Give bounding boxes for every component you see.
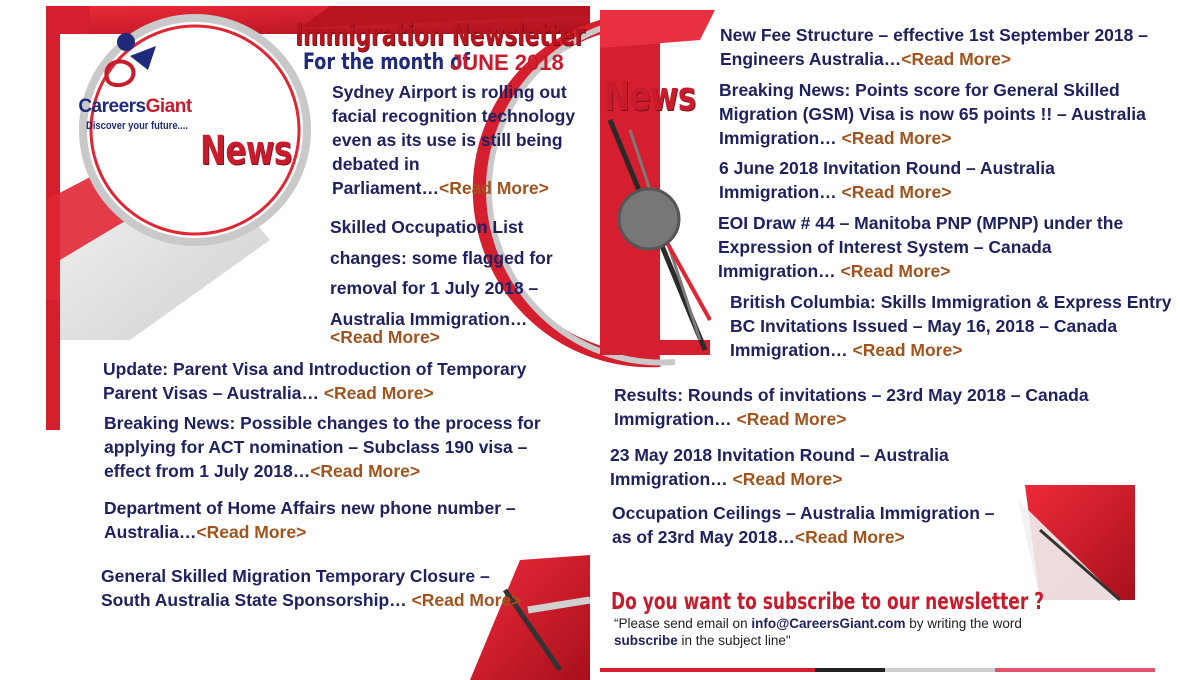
read-more-link[interactable]: <Read More> — [852, 340, 963, 360]
logo-mark-icon — [68, 26, 202, 96]
item-line: EOI Draw # 44 – Manitoba PNP (MPNP) under the — [718, 213, 1124, 233]
subscribe-text-2: by writing the word — [905, 616, 1022, 631]
logo-tagline: Discover your future.... — [86, 120, 188, 132]
subscribe-heading: Do you want to subscribe to our newsletter ? — [611, 589, 1045, 615]
newsletter-month: JUNE 2018 — [450, 50, 564, 75]
magnifier-knob — [619, 189, 679, 249]
item-line: facial recognition technology — [332, 106, 576, 126]
logo-brand-careers: Careers — [78, 96, 146, 117]
item-line: Immigration… — [719, 182, 842, 202]
item-line: British Columbia: Skills Immigration & Express Entry — [730, 292, 1172, 312]
item-line: 6 June 2018 Invitation Round – Australia — [719, 158, 1055, 178]
item-line: Engineers Australia… — [720, 49, 902, 69]
newsletter-subtitle: For the month of — [303, 50, 470, 75]
item-line: debated in — [332, 154, 420, 174]
bottom-stripe-grey — [885, 668, 995, 672]
item-line: Immigration… — [718, 261, 841, 281]
news-item-parent-visa[interactable] — [103, 357, 583, 405]
read-more-link[interactable]: <Read More> — [840, 261, 951, 281]
subscribe-text-3: in the subject line" — [677, 633, 791, 648]
item-line: New Fee Structure – effective 1st September 2018 – — [720, 25, 1148, 45]
newsletter-title: Immigration Newsletter — [295, 18, 586, 53]
news-item-rounds-of-invitations[interactable] — [614, 383, 1174, 431]
news-badge-left: News — [200, 128, 292, 174]
read-more-link[interactable]: <Read More> — [330, 327, 440, 347]
news-item-6-june-round[interactable] — [719, 156, 1179, 204]
news-item-british-columbia[interactable] — [730, 290, 1180, 362]
item-line: Sydney Airport is rolling out — [332, 82, 567, 102]
item-line: General Skilled Migration Temporary Closure – — [101, 566, 490, 586]
item-line: Immigration… — [730, 340, 853, 360]
read-more-link[interactable]: <Read More> — [438, 178, 549, 198]
news-item-manitoba-eoi[interactable] — [718, 211, 1178, 283]
read-more-link[interactable]: <Read More> — [323, 383, 434, 403]
item-line: removal for 1 July 2018 – — [330, 278, 539, 298]
subscribe-instructions — [614, 615, 1054, 649]
news-item-23-may-round[interactable] — [610, 443, 1030, 491]
item-line: South Australia State Sponsorship… — [101, 590, 412, 610]
item-line: effect from 1 July 2018… — [104, 461, 311, 481]
news-item-gsm-points[interactable] — [719, 78, 1179, 150]
bottom-stripe-pink — [995, 668, 1155, 672]
news-item-occupation-ceilings[interactable] — [612, 501, 1022, 549]
item-line: Migration (GSM) Visa is now 65 points !! – Australia — [719, 104, 1146, 124]
read-more-link[interactable]: <Read More> — [411, 590, 522, 610]
item-line: Australia… — [104, 522, 197, 542]
read-more-link[interactable]: <Read More> — [901, 49, 1012, 69]
bottom-stripe-red — [600, 668, 815, 672]
news-item-sydney-airport[interactable] — [332, 80, 592, 200]
news-badge-right: News — [604, 74, 696, 120]
item-line: Australia Immigration… — [330, 308, 528, 329]
read-more-link[interactable]: <Read More> — [841, 128, 952, 148]
right-red-band — [600, 10, 660, 355]
item-line: Immigration… — [719, 128, 842, 148]
bottom-stripe-black — [815, 668, 885, 672]
item-line: Occupation Ceilings – Australia Immigration – — [612, 503, 995, 523]
news-item-act-nomination[interactable] — [104, 411, 584, 483]
logo[interactable] — [68, 26, 202, 156]
subscribe-email-link[interactable]: info@CareersGiant.com — [751, 616, 906, 631]
item-line: Parliament… — [332, 178, 439, 198]
item-line: Skilled Occupation List — [330, 217, 524, 237]
logo-brand — [68, 96, 202, 118]
news-item-fee-structure[interactable] — [720, 23, 1180, 71]
item-line: Breaking News: Points score for General Skilled — [719, 80, 1120, 100]
item-line: changes: some flagged for — [330, 247, 553, 268]
read-more-link[interactable]: <Read More> — [736, 409, 847, 429]
subscribe-keyword: subscribe — [614, 633, 678, 648]
item-line: even as its use is still being — [332, 130, 563, 150]
read-more-link[interactable]: <Read More> — [310, 461, 421, 481]
item-line: as of 23rd May 2018… — [612, 527, 795, 547]
item-line: Results: Rounds of invitations – 23rd May 2018 – Canada — [614, 385, 1089, 405]
item-line: 23 May 2018 Invitation Round – Australia — [610, 445, 949, 465]
read-more-link[interactable]: <Read More> — [794, 527, 905, 547]
item-line: Immigration… — [610, 469, 733, 489]
read-more-link[interactable]: <Read More> — [841, 182, 952, 202]
logo-brand-giant: Giant — [145, 96, 192, 117]
subscribe-text-1: “Please send email on — [614, 616, 752, 631]
news-item-home-affairs-phone[interactable] — [104, 496, 584, 544]
read-more-link[interactable]: <Read More> — [196, 522, 307, 542]
item-line: Expression of Interest System – Canada — [718, 237, 1052, 257]
item-line: Update: Parent Visa and Introduction of Temporary — [103, 359, 527, 379]
news-item-skilled-occupation-list[interactable] — [330, 212, 590, 346]
item-line: applying for ACT nomination – Subclass 190 visa – — [104, 437, 528, 457]
item-line: Breaking News: Possible changes to the process for — [104, 413, 541, 433]
item-line: Parent Visas – Australia… — [103, 383, 319, 403]
news-item-gsm-closure[interactable] — [101, 564, 581, 612]
item-line: Immigration… — [614, 409, 737, 429]
item-line: BC Invitations Issued – May 16, 2018 – Canada — [730, 316, 1118, 336]
read-more-link[interactable]: <Read More> — [732, 469, 843, 489]
item-line: Department of Home Affairs new phone number – — [104, 498, 516, 518]
